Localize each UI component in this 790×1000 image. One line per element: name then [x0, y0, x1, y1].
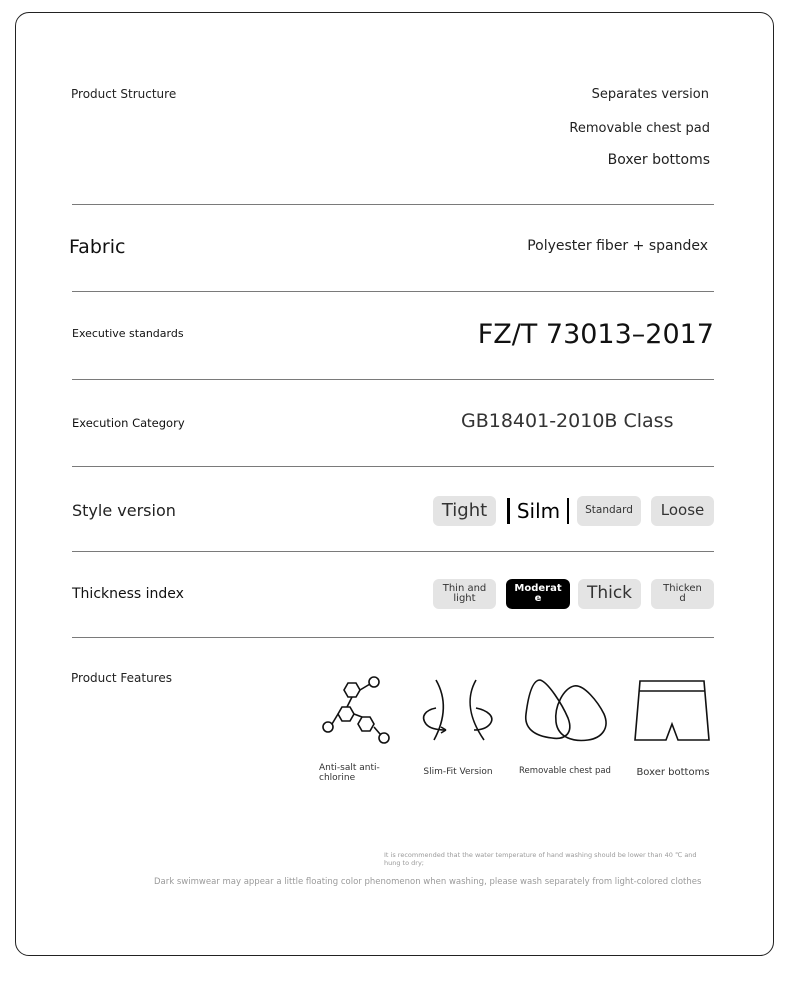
- executive-standards-value: FZ/T 73013–2017: [477, 319, 714, 350]
- style-option-loose[interactable]: Loose: [651, 496, 714, 526]
- style-option-silm[interactable]: Silm: [507, 498, 569, 524]
- product-features-label: Product Features: [71, 671, 172, 685]
- structure-value-boxer: Boxer bottoms: [607, 152, 710, 168]
- dark-swimwear-note: Dark swimwear may appear a little floating color phenomenon when washing, please wash separately from light-colored clothes: [154, 877, 702, 887]
- style-option-standard[interactable]: Standard: [577, 496, 641, 526]
- executive-standards-label: Executive standards: [72, 327, 184, 340]
- slim-fit-icon: [418, 674, 498, 746]
- feature-caption-boxer: Boxer bottoms: [636, 767, 710, 778]
- style-version-label: Style version: [72, 501, 176, 520]
- fabric-value: Polyester fiber + spandex: [527, 238, 708, 254]
- product-structure-label: Product Structure: [71, 87, 177, 101]
- feature-caption-anti-salt: Anti-salt anti-chlorine: [319, 763, 380, 784]
- thickness-option-thick[interactable]: Thick: [578, 579, 641, 609]
- divider: [72, 551, 714, 552]
- molecule-icon: [318, 672, 394, 748]
- divider: [72, 379, 714, 380]
- divider: [72, 637, 714, 638]
- structure-value-separates: Separates version: [591, 87, 709, 102]
- fabric-label: Fabric: [69, 236, 126, 258]
- divider: [72, 466, 714, 467]
- feature-caption-slim-fit: Slim-Fit Version: [423, 767, 493, 777]
- execution-category-value: GB18401-2010B Class: [461, 410, 674, 432]
- style-option-tight[interactable]: Tight: [433, 496, 496, 526]
- thickness-option-moderate[interactable]: Moderat e: [506, 579, 570, 609]
- thickness-option-thin[interactable]: Thin and light: [433, 579, 496, 609]
- structure-value-chest-pad: Removable chest pad: [569, 121, 710, 136]
- chest-pad-icon: [522, 674, 610, 744]
- boxer-bottoms-icon: [632, 678, 712, 744]
- wash-temperature-note: It is recommended that the water temperature of hand washing should be lower than 40 ℃ and hung to dry;: [384, 851, 697, 868]
- thickness-option-thickened[interactable]: Thicken d: [651, 579, 714, 609]
- divider: [72, 204, 714, 205]
- divider: [72, 291, 714, 292]
- execution-category-label: Execution Category: [72, 416, 185, 430]
- thickness-index-label: Thickness index: [72, 586, 184, 602]
- feature-caption-chest-pad: Removable chest pad: [519, 766, 611, 776]
